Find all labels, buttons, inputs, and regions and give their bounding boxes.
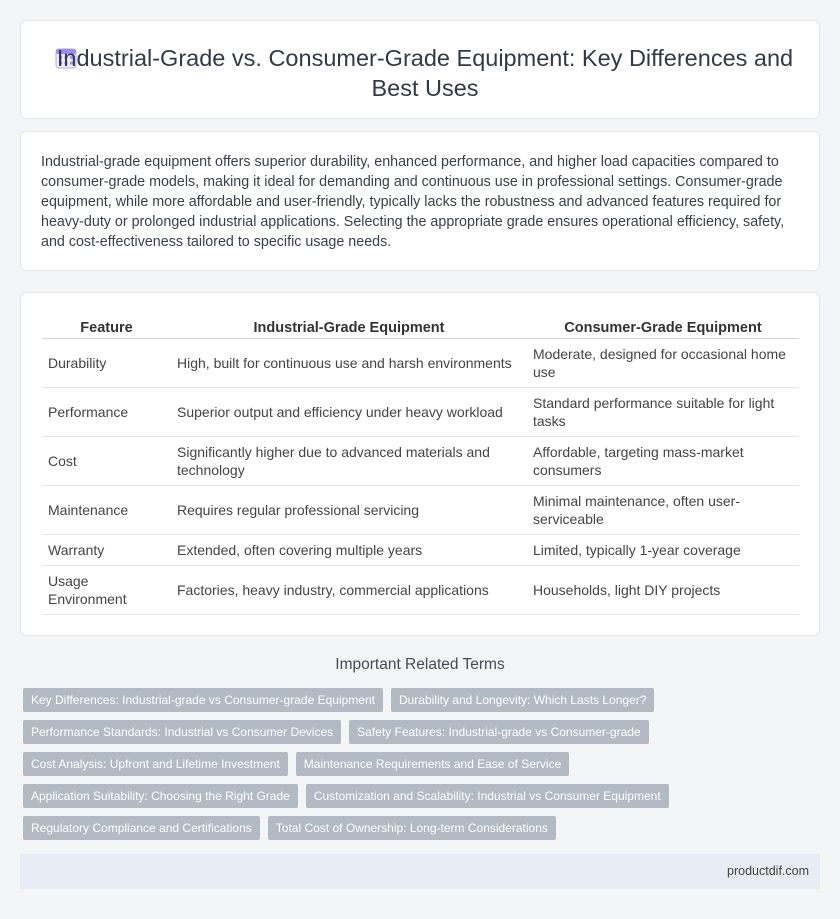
related-term-tag[interactable]: Application Suitability: Choosing the Right Grade (23, 784, 298, 808)
footer (20, 854, 820, 889)
table-row (42, 436, 799, 485)
table-row (42, 485, 799, 534)
table-row (42, 338, 799, 387)
related-term-tag[interactable]: Maintenance Requirements and Ease of Service (296, 752, 569, 776)
related-term-tag[interactable]: Customization and Scalability: Industrial vs Consumer Equipment (306, 784, 669, 808)
consumer-cell: Minimal maintenance, often user-serviceable (527, 485, 799, 534)
footer-site-link[interactable]: productdif.com (727, 864, 809, 878)
consumer-cell: Limited, typically 1-year coverage (527, 534, 799, 565)
industrial-cell: Extended, often covering multiple years (171, 534, 527, 565)
feature-cell: Warranty (42, 534, 171, 565)
industrial-cell: High, built for continuous use and harsh environments (171, 338, 527, 387)
related-terms-heading: Important Related Terms (335, 656, 505, 673)
consumer-cell: Affordable, targeting mass-market consumers (527, 436, 799, 485)
feature-cell: Maintenance (42, 485, 171, 534)
table-row (42, 565, 799, 614)
feature-cell: Durability (42, 338, 171, 387)
comparison-table-card (20, 292, 820, 636)
header-card (20, 20, 820, 119)
consumer-cell: Households, light DIY projects (527, 565, 799, 614)
related-term-tag[interactable]: Cost Analysis: Upfront and Lifetime Investment (23, 752, 288, 776)
related-term-tag[interactable]: Key Differences: Industrial-grade vs Consumer-grade Equipment (23, 688, 383, 712)
industrial-cell: Superior output and efficiency under heavy workload (171, 387, 527, 436)
industrial-cell: Requires regular professional servicing (171, 485, 527, 534)
related-term-tag[interactable]: Safety Features: Industrial-grade vs Consumer-grade (349, 720, 648, 744)
summary-text: Industrial-grade equipment offers superior durability, enhanced performance, and higher load capacities compared to consumer-grade models, making it ideal for demanding and continuous use in professional settings. Consumer-grade equipment, while more affordable and user-friendly, typically lacks the robustness and advanced features required for heavy-duty or prolonged industrial applications. Selecting the appropriate grade ensures operational efficiency, safety, and cost-effectiveness tailored to specific usage needs. (41, 154, 785, 250)
consumer-cell: Standard performance suitable for light tasks (527, 387, 799, 436)
related-term-tag[interactable]: Performance Standards: Industrial vs Consumer Devices (23, 720, 341, 744)
summary-card (20, 131, 820, 271)
related-terms-list (23, 688, 823, 848)
related-term-tag[interactable]: Regulatory Compliance and Certifications (23, 816, 260, 840)
page-title: Industrial-Grade vs. Consumer-Grade Equipment: Key Differences and Best Uses (56, 45, 794, 101)
header-feature: Feature (42, 314, 171, 338)
table-row (42, 534, 799, 565)
header-consumer: Consumer-Grade Equipment (527, 314, 799, 338)
table-header-row (42, 314, 799, 338)
consumer-cell: Moderate, designed for occasional home use (527, 338, 799, 387)
industrial-cell: Significantly higher due to advanced materials and technology (171, 436, 527, 485)
table-row (42, 387, 799, 436)
related-term-tag[interactable]: Durability and Longevity: Which Lasts Longer? (391, 688, 654, 712)
related-term-tag[interactable]: Total Cost of Ownership: Long-term Considerations (268, 816, 556, 840)
feature-cell: Usage Environment (42, 565, 171, 614)
feature-cell: Performance (42, 387, 171, 436)
comparison-table (42, 314, 799, 615)
feature-cell: Cost (42, 436, 171, 485)
industrial-cell: Factories, heavy industry, commercial applications (171, 565, 527, 614)
header-industrial: Industrial-Grade Equipment (171, 314, 527, 338)
